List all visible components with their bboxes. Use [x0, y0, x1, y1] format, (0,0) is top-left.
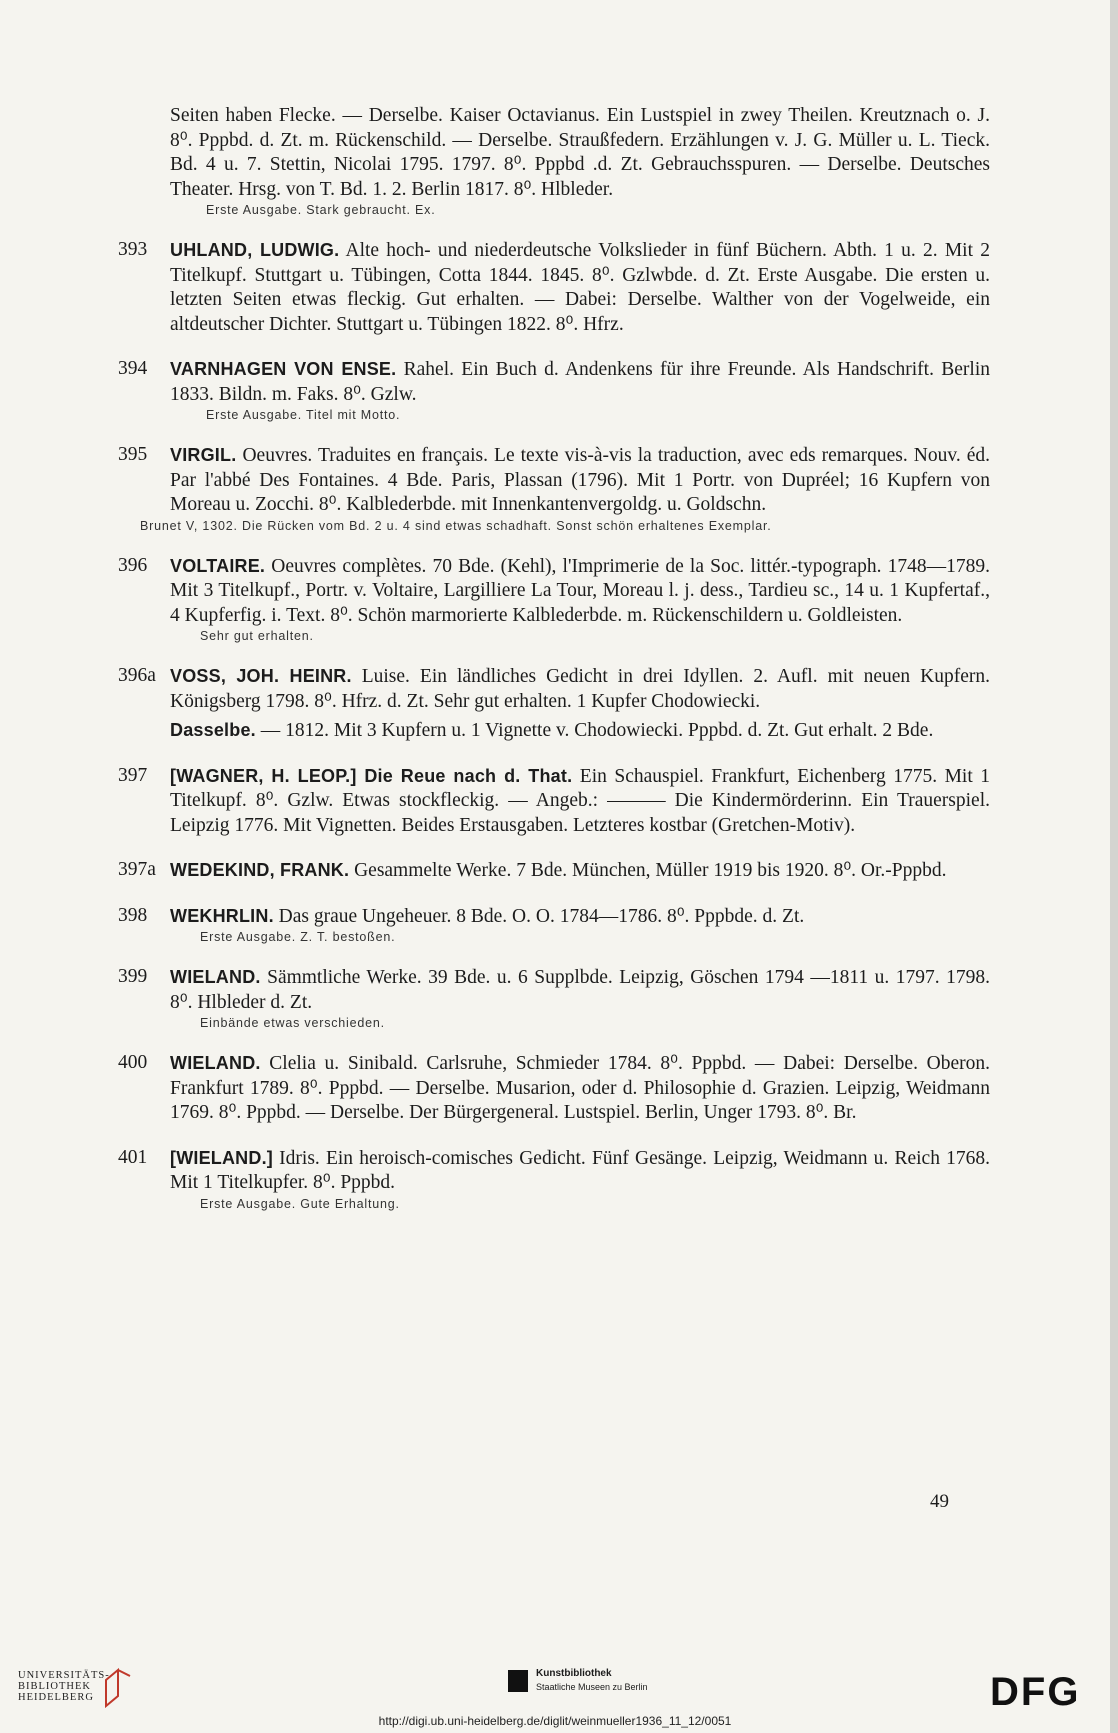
entry-heading: WEDEKIND, FRANK. [170, 860, 350, 880]
entry-401 [118, 1146, 990, 1212]
page-number: 49 [930, 1491, 949, 1512]
entry-text: Clelia u. Sinibald. Carlsruhe, Schmieder 1784. 8⁰. Pppbd. — Dabei: Derselbe. Oberon. Frankfurt 1789. 8⁰. Pppbd. — Derselbe. Musarion, oder d. Philosophie d. Grazien. Leipzig, Weidmann 1769. 8⁰. Pppbd. — Derselbe. Der Bürgergeneral. Lustspiel. Berlin, Unger 1793. 8⁰. Br. [170, 1053, 990, 1123]
source-url[interactable]: http://digi.ub.uni-heidelberg.de/diglit/weinmueller1936_11_12/0051 [378, 1714, 732, 1728]
entry-note: Erste Ausgabe. Titel mit Motto. [206, 408, 401, 422]
entry-heading: VARNHAGEN VON ENSE. [170, 359, 397, 379]
entry-text: Sämmtliche Werke. 39 Bde. u. 6 Supplbde. Leipzig, Göschen 1794 —1811 u. 1797. 1798. 8⁰. Hlbleder d. Zt. [170, 967, 991, 1013]
entry-heading: UHLAND, LUDWIG. [170, 240, 340, 260]
page-edge [1110, 0, 1118, 1733]
entry-397a [118, 858, 990, 884]
entry-text: Alte hoch- und niederdeutsche Volkslieder in fünf Büchern. Abth. 1 u. 2. Mit 2 Titelkupf. Stuttgart u. Tübingen, Cotta 1844. 1845. 8⁰. Gzlwbde. d. Zt. Erste Ausgabe. Die ersten u. letzten Seiten etwas fleckig. Gut erhalten. — Dabei: Derselbe. Walther von der Vogelweide, ein altdeutscher Dichter. Stuttgart u. Tübingen 1822. 8⁰. Hfrz. [170, 240, 990, 335]
entry-text: Oeuvres complètes. 70 Bde. (Kehl), l'Imprimerie de la Soc. littér.-typograph. 1748—1789. Mit 3 Titelkupf., Portr. v. Voltaire, Largilliere La Tour, Moreau l. j. dess., Tardieu sc., 14 u. 1 Kupfertaf., 4 Kupferfig. i. Text. 8⁰. Schön marmorierte Kalblederbde. m. Rückenschildern u. Goldleisten. [170, 555, 990, 626]
entry-text: Oeuvres. Traduites en français. Le texte vis-à-vis la traduction, avec eds remarques. Nouv. éd. Par l'abbé Des Fontaines. 4 Bde. Paris, Plassan (1796). Mit 1 Portr. von Dupréel; 16 Kupfern von Moreau u. Zocchi. 8⁰. Kalblederbde. mit Innenkantenvergoldg. u. Goldschn. [170, 445, 991, 515]
entry-395 [118, 443, 990, 534]
entry-heading: [WIELAND.] [170, 1147, 273, 1168]
entry-text: Gesammelte Werke. 7 Bde. München, Müller 1919 bis 1920. 8⁰. Or.-Pppbd. [354, 860, 947, 881]
entry-number: 401 [118, 1146, 148, 1168]
entry-heading: VIRGIL. [170, 445, 237, 465]
entry-397 [118, 764, 990, 839]
intro-paragraph: Seiten haben Flecke. — Derselbe. Kaiser Octavianus. Ein Lustspiel in zwey Theilen. Kreutznach o. J. 8⁰. Pppbd. d. Zt. m. Rückenschild. — Derselbe. Straußfedern. Erzählungen v. J. G. Müller u. L. Tieck. Bd. 4 u. 7. Stettin, Nicolai 1795. 1797. 8⁰. Pppbd .d. Zt. Gebrauchsspuren. — Derselbe. Deutsches Theater. Hrsg. von T. Bd. 1. 2. Berlin 1817. 8⁰. Hlbleder. [170, 105, 990, 200]
entry-note: Brunet V, 1302. Die Rücken vom Bd. 2 u. 4 sind etwas schadhaft. Sonst schön erhaltenes Exemplar. [140, 518, 772, 533]
entry-number: 398 [118, 904, 148, 926]
entry-heading: WIELAND. [170, 967, 261, 987]
entry-subheading: Dasselbe. [170, 720, 256, 740]
entry-number: 395 [118, 444, 148, 465]
intro-note: Erste Ausgabe. Stark gebraucht. Ex. [206, 203, 436, 217]
entry-text: Ein Schauspiel. Frankfurt, Eichenberg 1775. Mit 1 Titelkupf. 8⁰. Gzlw. Etwas stockfleckig. — Angeb.: ——— Die Kindermörderinn. Ein Trauerspiel. Leipzig 1776. Mit Vignetten. Beides Erstausgaben. Letzteres kostbar (Gretchen-Motiv). [170, 765, 990, 836]
entry-note: Erste Ausgabe. Z. T. bestoßen. [200, 930, 396, 944]
entry-number: 399 [118, 966, 148, 987]
entry-number: 393 [118, 239, 148, 260]
entry-heading: WIELAND. [170, 1053, 261, 1073]
catalog-text [118, 104, 990, 1212]
entry-number: 397 [118, 764, 148, 786]
ub-heidelberg-logo-icon [100, 1666, 134, 1708]
entry-393 [118, 238, 990, 337]
entry-note: Erste Ausgabe. Gute Erhaltung. [200, 1196, 400, 1211]
entry-number: 394 [118, 358, 148, 379]
entry-note: Einbände etwas verschieden. [200, 1016, 385, 1030]
entry-text: Luise. Ein ländliches Gedicht in drei Idyllen. 2. Aufl. mit neuen Kupfern. Königsberg 1798. 8⁰. Hfrz. d. Zt. Sehr gut erhalten. 1 Kupfer Chodowiecki. [170, 666, 990, 712]
entry-subtext: — 1812. Mit 3 Kupfern u. 1 Vignette v. Chodowiecki. Pppbd. d. Zt. Gut erhalt. 2 Bde. [260, 720, 934, 741]
entry-399 [118, 965, 990, 1031]
footer: UNIVERSITÄTS- BIBLIOTHEK HEIDELBERG Kunstbibliothek Staatliche Museen zu Berlin DFG http://digi.ub.uni-heidelberg.de/diglit/weinmueller1936_11_12/0051 [0, 1640, 1110, 1733]
entry-394 [118, 357, 990, 423]
entry-heading: WEKHRLIN. [170, 905, 274, 926]
entry-number: 396a [118, 665, 156, 686]
entry-heading: VOSS, JOH. HEINR. [170, 666, 352, 686]
entry-text: Idris. Ein heroisch-comisches Gedicht. Fünf Gesänge. Leipzig, Weidmann u. Reich 1768. Mit 1 Titelkupfer. 8⁰. Pppbd. [170, 1147, 991, 1193]
entry-400 [118, 1051, 990, 1126]
entry-heading: [WAGNER, H. LEOP.] Die Reue nach d. That. [170, 765, 573, 786]
entry-note: Sehr gut erhalten. [200, 629, 314, 643]
entry-text: Das graue Ungeheuer. 8 Bde. O. O. 1784—1786. 8⁰. Pppbde. d. Zt. [278, 905, 805, 927]
entry-398 [118, 904, 990, 946]
entry-396a [118, 664, 990, 744]
entry-heading: VOLTAIRE. [170, 555, 266, 576]
entry-number: 397a [118, 859, 156, 880]
entry-text: Rahel. Ein Buch d. Andenkens für ihre Freunde. Als Handschrift. Berlin 1833. Bildn. m. Faks. 8⁰. Gzlw. [170, 359, 990, 405]
kunstbibliothek-icon [508, 1670, 528, 1692]
entry-number: 396 [118, 554, 148, 576]
entry-396 [118, 554, 990, 645]
entry-number: 400 [118, 1052, 148, 1073]
dfg-logo: DFG [990, 1670, 1081, 1714]
ub-heidelberg-logo-text: UNIVERSITÄTS- BIBLIOTHEK HEIDELBERG [18, 1670, 110, 1703]
